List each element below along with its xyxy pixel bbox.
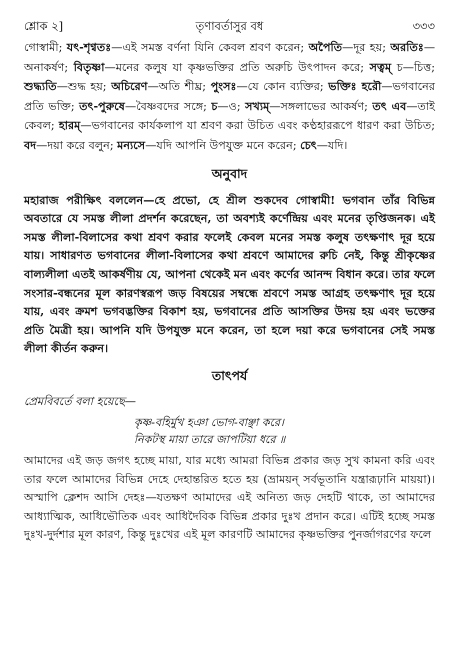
synonym-meaning: —মনের কলুষ যা কৃষ্ণভক্তির প্রতি অরুচি উৎপাদন করে; — [104, 60, 370, 74]
synonym-word: বিতৃষ্ণা — [73, 59, 105, 74]
synonym-meaning: —ভগবানের প্রতি ভক্তি; — [24, 80, 436, 113]
synonym-word: সখ্যম্ — [245, 98, 270, 113]
verse-reference: শ্লোক ২] — [24, 19, 64, 33]
synonym-meaning: চ—চিত্ত; — [391, 60, 435, 74]
synonym-meaning: —অতি শীঘ্র; — [147, 80, 211, 94]
chapter-title: তৃণাবর্তাসুর বধ — [195, 19, 264, 33]
synonym-word: শুদ্ধ্যতি — [24, 79, 57, 94]
quoted-verse — [134, 414, 435, 448]
synonyms-paragraph — [24, 38, 435, 156]
synonym-meaning: —যে কোন ব্যক্তির; — [236, 80, 329, 94]
page-number: ৩৩৩ — [412, 19, 435, 33]
quote-intro: প্রেমবিবর্তে বলা হয়েছে— — [24, 394, 136, 408]
synonym-word: সত্বম্ — [369, 59, 392, 74]
synonym-word: অচিরেণ — [111, 79, 148, 94]
synonym-word: চ — [211, 98, 218, 113]
purport-text: আমাদের এই জড় জগৎ হচ্ছে মায়া, যার মধ্যে আমরা বিভিন্ন প্রকার জড় সুখ কামনা করি এবং তার ফলে আমাদের বিভিন্ন দেহে দেহান্তরিত হতে হয় (ভ্রাময়ন্ সর্বভূতানি যন্ত্রারূঢ়ানি মায়য়া)। অস্মাপি ক্লেশদ আসি দেহঃ—যতক্ষণ আমাদের এই অনিত্য জড় দেহটি থাকে, তা আমাদের আধ্যাত্মিক, আধিভৌতিক এবং আধিদৈবিক বিভিন্ন প্রকার দুঃখ প্রদান করে। এটিই হচ্ছে সমস্ত দুঃখ-দুর্দশার মূল কারণ, কিন্তু দুঃখের এই মূল কারণটি আমাদের কৃষ্ণভক্তির পুনর্জাগরণের ফলে — [24, 453, 435, 542]
synonym-word: অরতিঃ — [390, 40, 424, 54]
synonym-word: তৎ এব — [372, 98, 407, 113]
verse-line: নিকটস্থ মায়া তারে জাপটিয়া ধরে ॥ — [134, 432, 286, 446]
synonym-word: যৎ-শৃণ্বতঃ — [66, 40, 112, 54]
translation-text: মহারাজ পরীক্ষিৎ বললেন—হে প্রভো, হে শ্রীল শুকদেব গোস্বামী! ভগবান তাঁর বিভিন্ন অবতারে যে সমস্ত লীলা প্রদর্শন করেছেন, তা অবশ্যই কর্ণেন্দ্রিয় এবং মনের তৃপ্তিজনক। এই সমস্ত লীলা-বিলাসের কথা শ্রবণ করার ফলেই কেবল মনের সমস্ত কলুষ তৎক্ষণাৎ দূর হয়ে যায়। সাধারণত ভগবানের লীলা-বিলাসের কথা শ্রবণে আমাদের রুচি নেই, কিন্তু শ্রীকৃষ্ণের বাল্যলীলা এতই আকর্ষণীয় যে, আপনা থেকেই মন এবং কর্ণের আনন্দ বিধান করে। তার ফলে সংসার-বন্ধনের মূল কারণস্বরূপ জড় বিষয়ের সম্বন্ধে শ্রবণে সমস্ত আগ্রহ তৎক্ষণাৎ দূর হয়ে যায়, এবং ক্রমশ ভগবদ্ভক্তির বিকাশ হয়, ভগবানের প্রতি আসক্তির উদয় হয় এবং ভক্তের প্রতি মৈত্রী হয়। আপনি যদি উপযুক্ত মনে করেন, তা হলে দয়া করে ভগবানের সেই সমস্ত লীলা কীর্তন করুন। — [24, 192, 435, 356]
synonym-meaning: —ও; — [217, 99, 246, 113]
synonym-meaning: —যদি। — [316, 138, 348, 152]
synonym-meaning: —দূর হয়; — [342, 41, 391, 54]
synonym-word: পুংসঃ — [210, 79, 237, 94]
page-header — [24, 18, 435, 38]
translation-heading: অনুবাদ — [211, 165, 248, 181]
verse-line: কৃষ্ণ-বহির্মুখ হঞা ভোগ-বাঞ্ছা করে। — [134, 415, 284, 429]
synonym-meaning: —ভগবানের কার্যকলাপ যা শ্রবণ করা উচিত এবং কণ্ঠহাররূপে ধারণ করা উচিত; — [80, 119, 435, 133]
purport-heading: তাৎপর্য — [211, 367, 248, 383]
synonym-meaning: —শুদ্ধ হয়; — [56, 80, 112, 94]
synonym-meaning: —দয়া করে বলুন; — [36, 138, 118, 152]
synonym-meaning: গোস্বামী; — [24, 41, 67, 54]
synonym-meaning: —অনাকর্ষণ; — [24, 41, 435, 74]
synonym-word: বদ — [24, 137, 37, 152]
synonym-word: মন্যসে — [117, 137, 146, 152]
synonym-word: তৎ-পুরুষে — [79, 98, 125, 113]
synonym-word: হারম্ — [58, 118, 81, 133]
synonym-word: ভক্তিঃ হরৌ — [328, 79, 382, 94]
synonym-word: চেৎ — [300, 137, 317, 152]
synonym-meaning: —বৈষ্ণবদের সঙ্গে; — [124, 99, 212, 113]
synonym-meaning: —সঙ্গলাভের আকর্ষণ; — [269, 99, 373, 113]
synonym-word: অপৈতি — [308, 40, 343, 54]
synonym-meaning: —যদি আপনি উপযুক্ত মনে করেন; — [145, 138, 301, 152]
synonym-meaning: —তাই কেবল; — [24, 99, 435, 133]
synonym-meaning: —এই সমস্ত বর্ণনা যিনি কেবল শ্রবণ করেন; — [111, 41, 309, 54]
